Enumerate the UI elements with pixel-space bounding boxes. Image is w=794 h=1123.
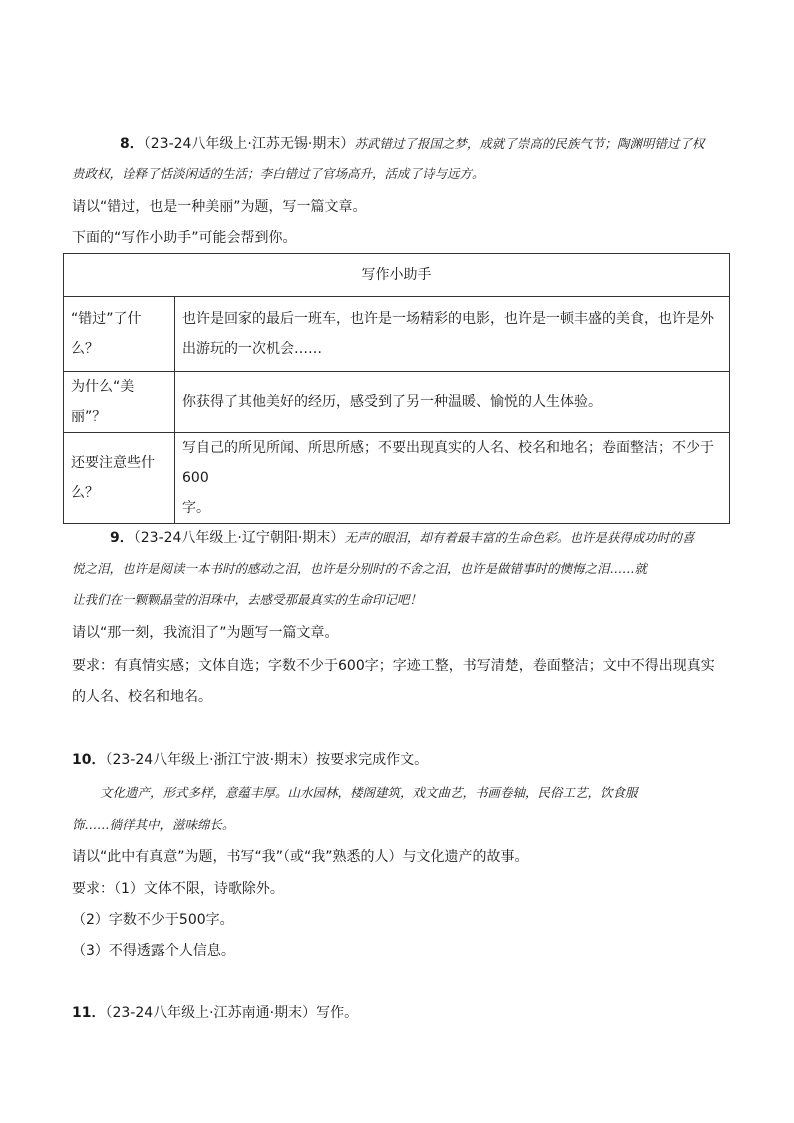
q9-requirements: 要求：有真情实感；文体自选；字数不少于600字；字迹工整，书写清楚，卷面整洁；文中不得出现真实 (72, 658, 715, 674)
q8-intro-cont: 贵政权，诠释了恬淡闲适的生活；李白错过了官场高升，活成了诗与远方。 (72, 166, 485, 181)
q10-intro-cont: 饰……徜徉其中，滋味绵长。 (72, 817, 235, 832)
q10-prompt: 请以“此中有真意”为题，书写“我”（或“我”熟悉的人）与文化遗产的故事。 (72, 849, 529, 865)
table-question-cell: “错过”了什么？ (64, 297, 175, 372)
q9-header: 9．（23-24八年级上·辽宁朝阳·期末）无声的眼泪，却有着最丰富的生命色彩。也许是获得成功时的喜 (110, 530, 695, 546)
q10-header: 10．（23-24八年级上·浙江宁波·期末）按要求完成作文。 (72, 752, 429, 768)
q11-source: （23-24八年级上·江苏南通·期末） (105, 1005, 317, 1021)
table-question-cell: 为什么“美丽”？ (64, 372, 175, 433)
q8-intro: 苏武错过了报国之梦，成就了崇高的民族气节；陶渊明错过了权 (354, 136, 705, 151)
q10-requirement-1: 要求：（1）文体不限，诗歌除外。 (72, 881, 284, 897)
q9-prompt: 请以“那一刻，我流泪了”为题写一篇文章。 (72, 625, 339, 641)
q10-task: 按要求完成作文。 (316, 752, 429, 768)
table-row (64, 297, 730, 372)
q9-intro-cont: 让我们在一颗颗晶莹的泪珠中，去感受那最真实的生命印记吧！ (72, 592, 423, 607)
q11-header: 11．（23-24八年级上·江苏南通·期末）写作。 (72, 1005, 359, 1021)
q8-helper-intro: 下面的“写作小助手”可能会帮到你。 (72, 230, 297, 246)
q10-requirement-2: （2）字数不少于500字。 (72, 912, 234, 928)
q9-number: 9 (110, 530, 120, 546)
q10-source: （23-24八年级上·浙江宁波·期末） (105, 752, 317, 768)
q11-number: 11 (72, 1005, 92, 1021)
q9-source: （23-24八年级上·辽宁朝阳·期末） (133, 530, 345, 546)
q9-intro: 无声的眼泪，却有着最丰富的生命色彩。也许是获得成功时的喜 (344, 530, 695, 545)
q10-number: 10 (72, 752, 92, 768)
writing-helper-table (63, 253, 730, 524)
q9-requirements-cont: 的人名、校名和地名。 (72, 689, 212, 705)
q8-number: 8 (120, 136, 130, 152)
table-answer-cell: 你获得了其他美好的经历，感受到了另一种温暖、愉悦的人生体验。 (175, 372, 730, 433)
table-answer-cell: 也许是回家的最后一班车，也许是一场精彩的电影，也许是一顿丰盛的美食，也许是外 出游玩的一次机会…… (175, 297, 730, 372)
table-row (64, 433, 730, 524)
table-question-cell: 还要注意些什 么？ (64, 433, 175, 524)
q8-header: 8．（23-24八年级上·江苏无锡·期末）苏武错过了报国之梦，成就了崇高的民族气节；陶渊明错过了权 (120, 136, 705, 152)
q11-task: 写作。 (316, 1005, 359, 1021)
table-row (64, 372, 730, 433)
q9-intro-cont: 悦之泪，也许是阅读一本书时的感动之泪，也许是分别时的不舍之泪，也许是做错事时的懊悔之泪……就 (72, 561, 648, 576)
q8-prompt: 请以“错过，也是一种美丽”为题，写一篇文章。 (72, 199, 367, 215)
q8-source: （23-24八年级上·江苏无锡·期末） (143, 136, 355, 152)
table-answer-cell: 写自己的所见所闻、所思所感；不要出现真实的人名、校名和地名；卷面整洁；不少于 600 字。 (175, 433, 730, 524)
q10-intro: 文化遗产，形式多样，意蕴丰厚。山水园林，楼阁建筑，戏文曲艺，书画卷轴，民俗工艺，饮食服 (100, 785, 638, 800)
table-title: 写作小助手 (64, 254, 730, 297)
q10-requirement-3: （3）不得透露个人信息。 (72, 943, 235, 959)
